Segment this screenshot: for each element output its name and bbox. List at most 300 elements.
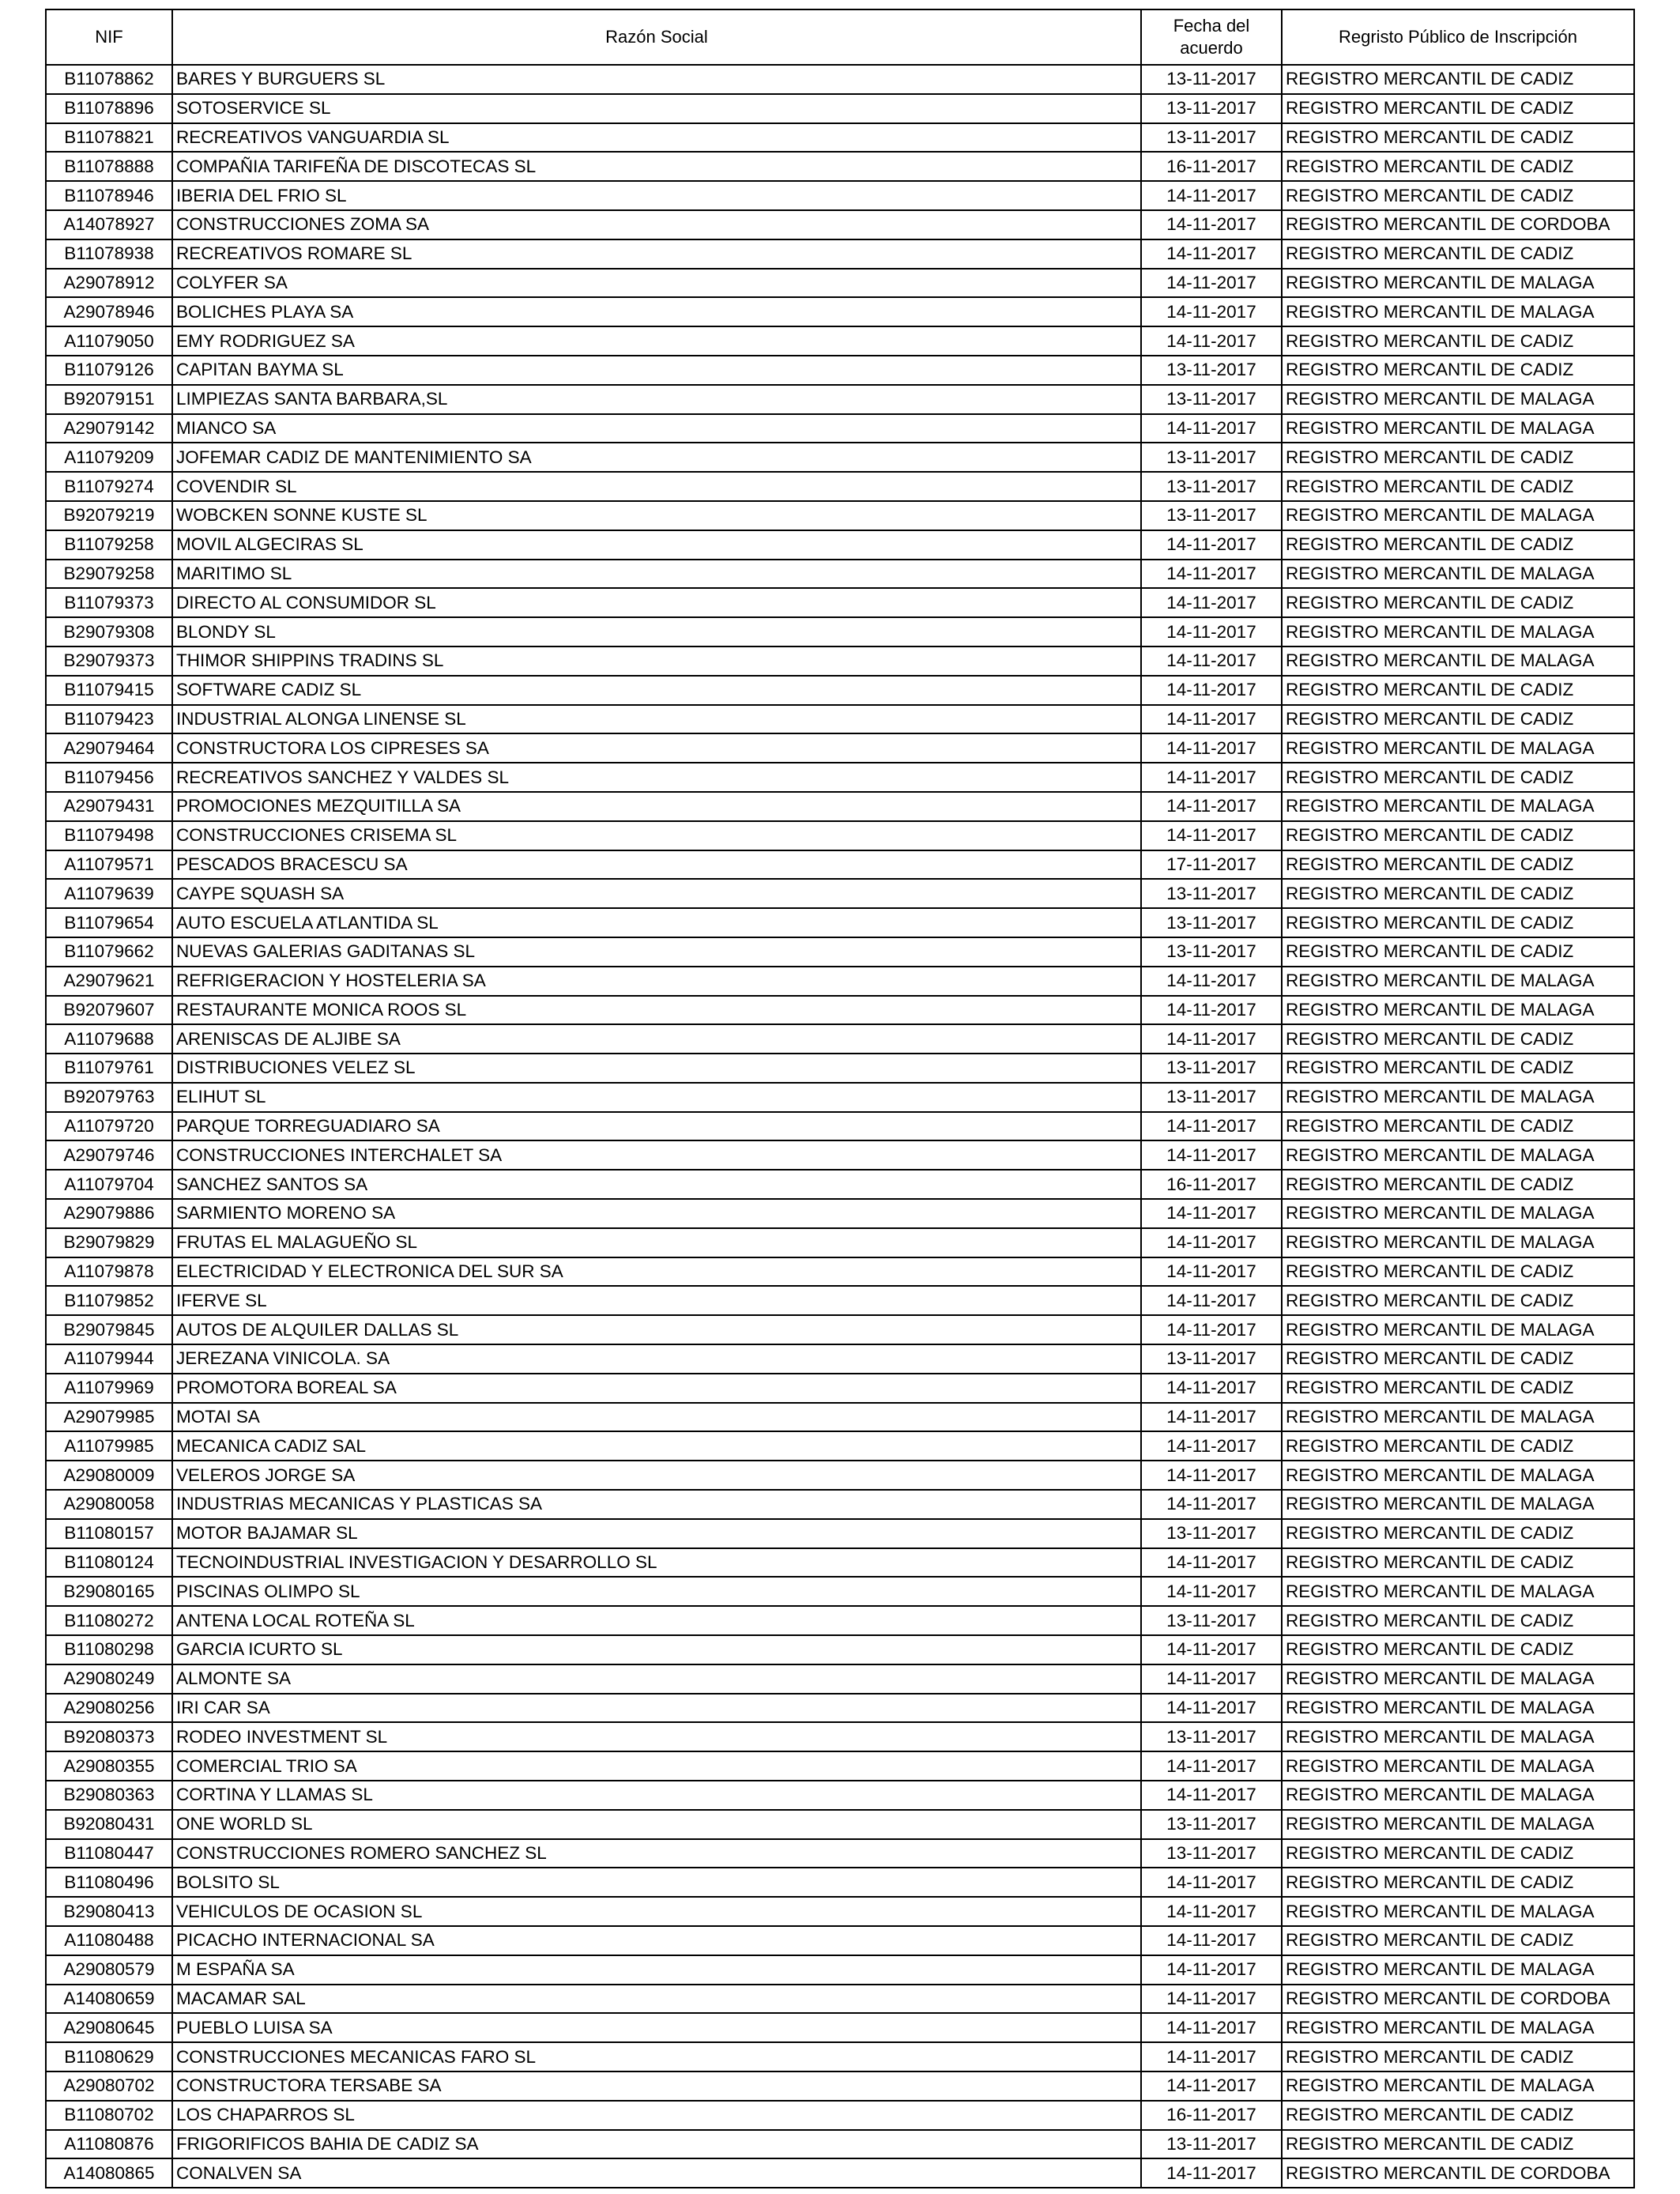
registro-cell: REGISTRO MERCANTIL DE CADIZ [1282,1170,1634,1199]
header-razon-social: Razón Social [172,9,1141,65]
razon-social-cell: VELEROS JORGE SA [172,1461,1141,1490]
fecha-cell: 14-11-2017 [1141,1257,1282,1287]
table-row [46,1374,1634,1403]
razon-social-cell: MECANICA CADIZ SAL [172,1431,1141,1461]
table-row [46,2158,1634,2188]
table-row [46,414,1634,443]
registro-cell: REGISTRO MERCANTIL DE MALAGA [1282,385,1634,414]
registro-cell: REGISTRO MERCANTIL DE CADIZ [1282,530,1634,560]
nif-cell: A29079431 [46,792,172,821]
registro-cell: REGISTRO MERCANTIL DE CORDOBA [1282,210,1634,239]
table-row [46,1024,1634,1054]
registro-cell: REGISTRO MERCANTIL DE CADIZ [1282,1606,1634,1635]
razon-social-cell: IFERVE SL [172,1286,1141,1315]
nif-cell: B29079258 [46,560,172,589]
fecha-cell: 14-11-2017 [1141,210,1282,239]
table-row [46,647,1634,676]
table-row [46,1868,1634,1897]
fecha-cell: 17-11-2017 [1141,850,1282,880]
table-row [46,996,1634,1025]
table-row [46,1344,1634,1374]
nif-cell: B11080124 [46,1548,172,1578]
table-row [46,763,1634,792]
razon-social-cell: SANCHEZ SANTOS SA [172,1170,1141,1199]
table-row [46,1781,1634,1810]
nif-cell: B92079219 [46,501,172,530]
fecha-cell: 13-11-2017 [1141,879,1282,908]
table-row [46,2071,1634,2101]
registro-cell: REGISTRO MERCANTIL DE CADIZ [1282,1548,1634,1578]
nif-cell: B29080413 [46,1897,172,1926]
header-fecha-line2: acuerdo [1180,38,1243,58]
nif-cell: B11079126 [46,356,172,385]
registro-cell: REGISTRO MERCANTIL DE CADIZ [1282,850,1634,880]
header-registro: Regristo Público de Inscripción [1282,9,1634,65]
nif-cell: A14080865 [46,2158,172,2188]
razon-social-cell: PROMOTORA BOREAL SA [172,1374,1141,1403]
fecha-cell: 14-11-2017 [1141,1286,1282,1315]
fecha-cell: 13-11-2017 [1141,1722,1282,1751]
razon-social-cell: ARENISCAS DE ALJIBE SA [172,1024,1141,1054]
registro-cell: REGISTRO MERCANTIL DE CADIZ [1282,443,1634,472]
fecha-cell: 13-11-2017 [1141,385,1282,414]
fecha-cell: 14-11-2017 [1141,239,1282,269]
table-row [46,2101,1634,2130]
razon-social-cell: THIMOR SHIPPINS TRADINS SL [172,647,1141,676]
table-row [46,1403,1634,1432]
razon-social-cell: CONSTRUCCIONES ZOMA SA [172,210,1141,239]
registro-cell: REGISTRO MERCANTIL DE MALAGA [1282,1664,1634,1694]
fecha-cell: 14-11-2017 [1141,269,1282,298]
nif-cell: A11080876 [46,2130,172,2159]
registro-cell: REGISTRO MERCANTIL DE CADIZ [1282,676,1634,705]
registro-cell: REGISTRO MERCANTIL DE CADIZ [1282,821,1634,850]
fecha-cell: 14-11-2017 [1141,181,1282,210]
table-row [46,1955,1634,1985]
nif-cell: A29080645 [46,2013,172,2042]
nif-cell: B29079845 [46,1315,172,1344]
fecha-cell: 14-11-2017 [1141,2042,1282,2071]
registro-cell: REGISTRO MERCANTIL DE CADIZ [1282,326,1634,356]
table-header-row [46,9,1634,65]
registro-cell: REGISTRO MERCANTIL DE CADIZ [1282,1374,1634,1403]
table-row [46,617,1634,647]
nif-cell: B11078896 [46,94,172,123]
fecha-cell: 13-11-2017 [1141,1810,1282,1839]
nif-cell: A14078927 [46,210,172,239]
fecha-cell: 14-11-2017 [1141,1228,1282,1257]
nif-cell: B11078862 [46,65,172,94]
razon-social-cell: ONE WORLD SL [172,1810,1141,1839]
nif-cell: B11079274 [46,472,172,501]
registro-cell: REGISTRO MERCANTIL DE MALAGA [1282,733,1634,763]
razon-social-cell: CONSTRUCCIONES CRISEMA SL [172,821,1141,850]
table-row [46,530,1634,560]
razon-social-cell: COLYFER SA [172,269,1141,298]
table-row [46,2130,1634,2159]
razon-social-cell: AUTOS DE ALQUILER DALLAS SL [172,1315,1141,1344]
header-fecha-line1: Fecha del [1173,16,1250,36]
razon-social-cell: PISCINAS OLIMPO SL [172,1577,1141,1606]
table-row [46,1083,1634,1112]
registro-cell: REGISTRO MERCANTIL DE CADIZ [1282,2042,1634,2071]
razon-social-cell: EMY RODRIGUEZ SA [172,326,1141,356]
registro-cell: REGISTRO MERCANTIL DE CADIZ [1282,152,1634,181]
registro-cell: REGISTRO MERCANTIL DE MALAGA [1282,2071,1634,2101]
fecha-cell: 14-11-2017 [1141,1199,1282,1228]
fecha-cell: 14-11-2017 [1141,1431,1282,1461]
table-row [46,297,1634,326]
razon-social-cell: MARITIMO SL [172,560,1141,589]
fecha-cell: 14-11-2017 [1141,2013,1282,2042]
registro-cell: REGISTRO MERCANTIL DE MALAGA [1282,1140,1634,1170]
registro-cell: REGISTRO MERCANTIL DE MALAGA [1282,1228,1634,1257]
nif-cell: A29080009 [46,1461,172,1490]
fecha-cell: 16-11-2017 [1141,1170,1282,1199]
nif-cell: B11079423 [46,705,172,734]
fecha-cell: 13-11-2017 [1141,1519,1282,1548]
table-row [46,1199,1634,1228]
table-row [46,181,1634,210]
table-body [46,65,1634,2188]
razon-social-cell: PROMOCIONES MEZQUITILLA SA [172,792,1141,821]
fecha-cell: 14-11-2017 [1141,1955,1282,1985]
table-row [46,443,1634,472]
fecha-cell: 14-11-2017 [1141,617,1282,647]
fecha-cell: 13-11-2017 [1141,2130,1282,2159]
razon-social-cell: IBERIA DEL FRIO SL [172,181,1141,210]
registro-cell: REGISTRO MERCANTIL DE MALAGA [1282,1403,1634,1432]
registro-cell: REGISTRO MERCANTIL DE MALAGA [1282,1490,1634,1519]
table-row [46,1140,1634,1170]
header-fecha-acuerdo [1141,9,1282,65]
registro-cell: REGISTRO MERCANTIL DE MALAGA [1282,1955,1634,1985]
nif-cell: B11079498 [46,821,172,850]
razon-social-cell: MOVIL ALGECIRAS SL [172,530,1141,560]
table-row [46,1548,1634,1578]
registro-cell: REGISTRO MERCANTIL DE MALAGA [1282,414,1634,443]
fecha-cell: 14-11-2017 [1141,676,1282,705]
registro-cell: REGISTRO MERCANTIL DE CADIZ [1282,1635,1634,1664]
razon-social-cell: SOTOSERVICE SL [172,94,1141,123]
table-row [46,1257,1634,1287]
table-row [46,1577,1634,1606]
nif-cell: A29079985 [46,1403,172,1432]
razon-social-cell: FRIGORIFICOS BAHIA DE CADIZ SA [172,2130,1141,2159]
nif-cell: B11080447 [46,1839,172,1868]
registro-cell: REGISTRO MERCANTIL DE CADIZ [1282,2130,1634,2159]
registro-cell: REGISTRO MERCANTIL DE CADIZ [1282,1344,1634,1374]
razon-social-cell: CAYPE SQUASH SA [172,879,1141,908]
nif-cell: B11078821 [46,123,172,153]
nif-cell: A11079704 [46,1170,172,1199]
razon-social-cell: COMPAÑIA TARIFEÑA DE DISCOTECAS SL [172,152,1141,181]
fecha-cell: 14-11-2017 [1141,1781,1282,1810]
table-row [46,1286,1634,1315]
fecha-cell: 14-11-2017 [1141,1374,1282,1403]
registry-table [45,9,1635,2188]
razon-social-cell: ANTENA LOCAL ROTEÑA SL [172,1606,1141,1635]
nif-cell: A11080488 [46,1926,172,1955]
fecha-cell: 16-11-2017 [1141,152,1282,181]
nif-cell: A29079142 [46,414,172,443]
table-row [46,1228,1634,1257]
fecha-cell: 14-11-2017 [1141,530,1282,560]
registro-cell: REGISTRO MERCANTIL DE CADIZ [1282,763,1634,792]
registro-cell: REGISTRO MERCANTIL DE CADIZ [1282,1839,1634,1868]
table-row [46,2013,1634,2042]
nif-cell: A29079621 [46,967,172,996]
nif-cell: B29079373 [46,647,172,676]
fecha-cell: 14-11-2017 [1141,297,1282,326]
nif-cell: A29079746 [46,1140,172,1170]
table-row [46,676,1634,705]
razon-social-cell: ELIHUT SL [172,1083,1141,1112]
razon-social-cell: MACAMAR SAL [172,1985,1141,2014]
nif-cell: B11080702 [46,2101,172,2130]
razon-social-cell: PUEBLO LUISA SA [172,2013,1141,2042]
registro-cell: REGISTRO MERCANTIL DE MALAGA [1282,1694,1634,1723]
razon-social-cell: GARCIA ICURTO SL [172,1635,1141,1664]
nif-cell: A11079969 [46,1374,172,1403]
fecha-cell: 14-11-2017 [1141,733,1282,763]
fecha-cell: 14-11-2017 [1141,1024,1282,1054]
razon-social-cell: JOFEMAR CADIZ DE MANTENIMIENTO SA [172,443,1141,472]
registro-cell: REGISTRO MERCANTIL DE MALAGA [1282,1897,1634,1926]
nif-cell: A29078912 [46,269,172,298]
fecha-cell: 14-11-2017 [1141,996,1282,1025]
table-row [46,1170,1634,1199]
registro-cell: REGISTRO MERCANTIL DE CADIZ [1282,94,1634,123]
razon-social-cell: BLONDY SL [172,617,1141,647]
nif-cell: B11080629 [46,2042,172,2071]
registro-cell: REGISTRO MERCANTIL DE MALAGA [1282,1083,1634,1112]
table-row [46,1606,1634,1635]
razon-social-cell: VEHICULOS DE OCASION SL [172,1897,1141,1926]
table-row [46,1664,1634,1694]
nif-cell: A11079720 [46,1112,172,1141]
nif-cell: B92079607 [46,996,172,1025]
nif-cell: B11080157 [46,1519,172,1548]
razon-social-cell: BOLSITO SL [172,1868,1141,1897]
table-row [46,705,1634,734]
table-row [46,472,1634,501]
table-row [46,239,1634,269]
registro-cell: REGISTRO MERCANTIL DE CADIZ [1282,1431,1634,1461]
table-row [46,1694,1634,1723]
fecha-cell: 14-11-2017 [1141,1985,1282,2014]
fecha-cell: 13-11-2017 [1141,472,1282,501]
table-row [46,1431,1634,1461]
razon-social-cell: CAPITAN BAYMA SL [172,356,1141,385]
fecha-cell: 14-11-2017 [1141,967,1282,996]
registro-cell: REGISTRO MERCANTIL DE MALAGA [1282,269,1634,298]
nif-cell: B11080496 [46,1868,172,1897]
nif-cell: B11079373 [46,588,172,617]
table-row [46,1635,1634,1664]
razon-social-cell: ALMONTE SA [172,1664,1141,1694]
fecha-cell: 14-11-2017 [1141,326,1282,356]
nif-cell: A29080579 [46,1955,172,1985]
razon-social-cell: CONSTRUCCIONES MECANICAS FARO SL [172,2042,1141,2071]
razon-social-cell: INDUSTRIAS MECANICAS Y PLASTICAS SA [172,1490,1141,1519]
fecha-cell: 13-11-2017 [1141,1344,1282,1374]
fecha-cell: 14-11-2017 [1141,1490,1282,1519]
registro-cell: REGISTRO MERCANTIL DE CADIZ [1282,1926,1634,1955]
razon-social-cell: DISTRIBUCIONES VELEZ SL [172,1054,1141,1083]
registro-cell: REGISTRO MERCANTIL DE CADIZ [1282,879,1634,908]
registro-cell: REGISTRO MERCANTIL DE MALAGA [1282,996,1634,1025]
nif-cell: A11079878 [46,1257,172,1287]
nif-cell: B29080165 [46,1577,172,1606]
table-row [46,908,1634,937]
fecha-cell: 14-11-2017 [1141,1926,1282,1955]
razon-social-cell: INDUSTRIAL ALONGA LINENSE SL [172,705,1141,734]
registro-cell: REGISTRO MERCANTIL DE CADIZ [1282,1054,1634,1083]
fecha-cell: 14-11-2017 [1141,763,1282,792]
fecha-cell: 13-11-2017 [1141,65,1282,94]
registro-cell: REGISTRO MERCANTIL DE MALAGA [1282,1315,1634,1344]
registro-cell: REGISTRO MERCANTIL DE MALAGA [1282,647,1634,676]
nif-cell: B11080298 [46,1635,172,1664]
table-row [46,850,1634,880]
razon-social-cell: PICACHO INTERNACIONAL SA [172,1926,1141,1955]
table-row [46,1315,1634,1344]
registro-cell: REGISTRO MERCANTIL DE MALAGA [1282,967,1634,996]
fecha-cell: 14-11-2017 [1141,792,1282,821]
registro-cell: REGISTRO MERCANTIL DE CORDOBA [1282,1985,1634,2014]
table-row [46,733,1634,763]
fecha-cell: 13-11-2017 [1141,937,1282,967]
table-row [46,1751,1634,1781]
nif-cell: B11079654 [46,908,172,937]
registro-cell: REGISTRO MERCANTIL DE MALAGA [1282,1722,1634,1751]
registro-cell: REGISTRO MERCANTIL DE CADIZ [1282,65,1634,94]
registry-table-container [45,9,1633,2188]
nif-cell: B92080373 [46,1722,172,1751]
razon-social-cell: WOBCKEN SONNE KUSTE SL [172,501,1141,530]
fecha-cell: 14-11-2017 [1141,2071,1282,2101]
registro-cell: REGISTRO MERCANTIL DE MALAGA [1282,1781,1634,1810]
fecha-cell: 14-11-2017 [1141,821,1282,850]
nif-cell: A29080702 [46,2071,172,2101]
registro-cell: REGISTRO MERCANTIL DE CADIZ [1282,472,1634,501]
fecha-cell: 14-11-2017 [1141,1868,1282,1897]
fecha-cell: 13-11-2017 [1141,123,1282,153]
registro-cell: REGISTRO MERCANTIL DE MALAGA [1282,2013,1634,2042]
nif-cell: B11079258 [46,530,172,560]
razon-social-cell: BARES Y BURGUERS SL [172,65,1141,94]
fecha-cell: 14-11-2017 [1141,588,1282,617]
table-row [46,1810,1634,1839]
registro-cell: REGISTRO MERCANTIL DE CADIZ [1282,239,1634,269]
fecha-cell: 14-11-2017 [1141,1751,1282,1781]
fecha-cell: 14-11-2017 [1141,2158,1282,2188]
table-row [46,1926,1634,1955]
razon-social-cell: RECREATIVOS VANGUARDIA SL [172,123,1141,153]
header-nif: NIF [46,9,172,65]
registro-cell: REGISTRO MERCANTIL DE CADIZ [1282,356,1634,385]
fecha-cell: 14-11-2017 [1141,1461,1282,1490]
razon-social-cell: BOLICHES PLAYA SA [172,297,1141,326]
table-row [46,1839,1634,1868]
table-row [46,1519,1634,1548]
razon-social-cell: RECREATIVOS SANCHEZ Y VALDES SL [172,763,1141,792]
registro-cell: REGISTRO MERCANTIL DE CADIZ [1282,1286,1634,1315]
fecha-cell: 13-11-2017 [1141,1839,1282,1868]
razon-social-cell: COVENDIR SL [172,472,1141,501]
table-row [46,1112,1634,1141]
razon-social-cell: M ESPAÑA SA [172,1955,1141,1985]
table-row [46,356,1634,385]
table-row [46,326,1634,356]
razon-social-cell: NUEVAS GALERIAS GADITANAS SL [172,937,1141,967]
nif-cell: A14080659 [46,1985,172,2014]
nif-cell: B11080272 [46,1606,172,1635]
razon-social-cell: CONSTRUCCIONES INTERCHALET SA [172,1140,1141,1170]
registro-cell: REGISTRO MERCANTIL DE MALAGA [1282,560,1634,589]
fecha-cell: 14-11-2017 [1141,1664,1282,1694]
razon-social-cell: REFRIGERACION Y HOSTELERIA SA [172,967,1141,996]
registro-cell: REGISTRO MERCANTIL DE CADIZ [1282,1257,1634,1287]
table-row [46,385,1634,414]
table-row [46,937,1634,967]
nif-cell: A11079688 [46,1024,172,1054]
nif-cell: B11079662 [46,937,172,967]
razon-social-cell: LIMPIEZAS SANTA BARBARA,SL [172,385,1141,414]
nif-cell: B11078938 [46,239,172,269]
table-row [46,1985,1634,2014]
razon-social-cell: RESTAURANTE MONICA ROOS SL [172,996,1141,1025]
table-row [46,967,1634,996]
fecha-cell: 14-11-2017 [1141,1140,1282,1170]
fecha-cell: 14-11-2017 [1141,647,1282,676]
razon-social-cell: RODEO INVESTMENT SL [172,1722,1141,1751]
razon-social-cell: FRUTAS EL MALAGUEÑO SL [172,1228,1141,1257]
nif-cell: A29079464 [46,733,172,763]
registro-cell: REGISTRO MERCANTIL DE CADIZ [1282,588,1634,617]
nif-cell: A11079639 [46,879,172,908]
table-row [46,879,1634,908]
nif-cell: B11079852 [46,1286,172,1315]
razon-social-cell: TECNOINDUSTRIAL INVESTIGACION Y DESARROLLO SL [172,1548,1141,1578]
nif-cell: B92079151 [46,385,172,414]
registro-cell: REGISTRO MERCANTIL DE MALAGA [1282,792,1634,821]
registro-cell: REGISTRO MERCANTIL DE MALAGA [1282,1810,1634,1839]
registro-cell: REGISTRO MERCANTIL DE MALAGA [1282,501,1634,530]
razon-social-cell: PARQUE TORREGUADIARO SA [172,1112,1141,1141]
nif-cell: B11078946 [46,181,172,210]
registro-cell: REGISTRO MERCANTIL DE CADIZ [1282,908,1634,937]
registro-cell: REGISTRO MERCANTIL DE MALAGA [1282,1751,1634,1781]
registro-cell: REGISTRO MERCANTIL DE CADIZ [1282,705,1634,734]
nif-cell: A11079050 [46,326,172,356]
nif-cell: A29078946 [46,297,172,326]
razon-social-cell: JEREZANA VINICOLA. SA [172,1344,1141,1374]
razon-social-cell: IRI CAR SA [172,1694,1141,1723]
fecha-cell: 14-11-2017 [1141,1694,1282,1723]
nif-cell: A11079571 [46,850,172,880]
registro-cell: REGISTRO MERCANTIL DE CADIZ [1282,2101,1634,2130]
table-row [46,94,1634,123]
razon-social-cell: COMERCIAL TRIO SA [172,1751,1141,1781]
fecha-cell: 14-11-2017 [1141,1112,1282,1141]
razon-social-cell: CONSTRUCTORA LOS CIPRESES SA [172,733,1141,763]
table-row [46,501,1634,530]
table-row [46,792,1634,821]
nif-cell: A29080256 [46,1694,172,1723]
fecha-cell: 13-11-2017 [1141,1054,1282,1083]
